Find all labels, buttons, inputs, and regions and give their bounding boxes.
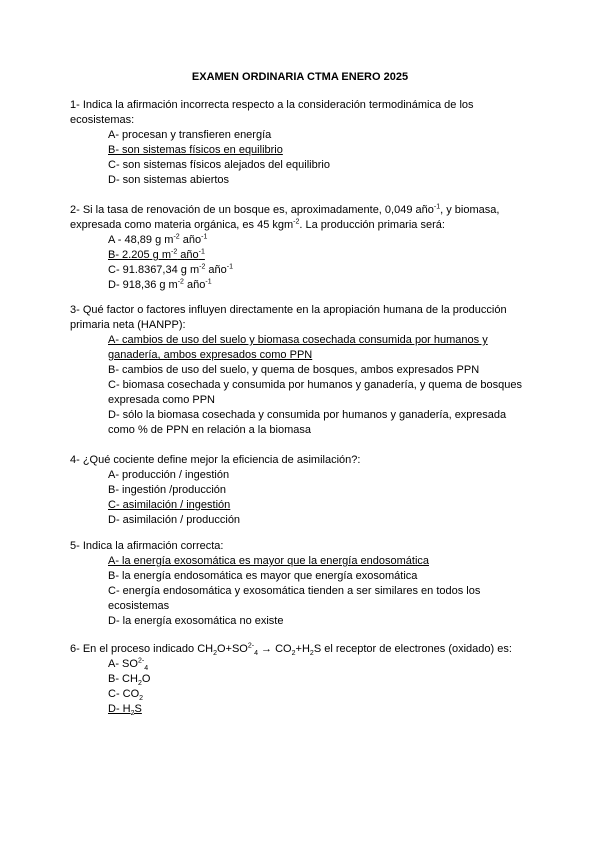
option-b: B- cambios de uso del suelo, y quema de bosques, ambos expresados PPN [108, 364, 480, 376]
option-d: D- son sistemas abiertos [108, 174, 230, 186]
option-a: A- procesan y transfieren energía [108, 129, 272, 141]
option-b-correct: B- son sistemas físicos en equilibrio [108, 144, 283, 156]
question-text: 3- Qué factor o factores influyen directamente en la apropiación humana de la producción primaria neta (HANPP): [70, 304, 507, 331]
question-text: 1- Indica la afirmación incorrecta respecto a la consideración termodinámica de los ecosistemas: [70, 99, 474, 126]
question-text: 6- En el proceso indicado $CH_2O+SO^{2-}_4 \to CO_2+H_2S$ el receptor de electrones (oxidado) es: [70, 642, 512, 658]
option-c: C- $CO_2$ [108, 688, 144, 703]
option-c: C- energía endosomática y exosomática tienden a ser similares en todos los ecosistemas [108, 585, 481, 612]
option-d-correct: D- $H_2S$ [108, 703, 142, 718]
option-d: D- 918,36 g $m^{-2}$ año$^{-1}$ [108, 278, 212, 291]
option-d: D- asimilación / producción [108, 514, 241, 526]
question-1 [70, 98, 535, 188]
option-d: D- sólo la biomasa cosechada y consumida por humanos y ganadería, expresada como % de PPN en relación a la biomasa [108, 409, 507, 436]
option-a: A - 48,89 g $m^{-2}$ año$^{-1}$ [108, 233, 208, 246]
option-c: C- 91.8367,34 g $m^{-2}$ año$^{-1}$ [108, 263, 234, 276]
question-2 [70, 203, 535, 293]
option-b: B- $CH_2O$ [108, 673, 151, 688]
question-text: 5- Indica la afirmación correcta: [70, 540, 224, 552]
option-a: A- $SO^{2-}_4$ [108, 657, 149, 673]
question-text: 4- ¿Qué cociente define mejor la eficiencia de asimilación?: [70, 454, 361, 466]
exam-title: EXAMEN ORDINARIA CTMA ENERO 2025 [191, 71, 409, 83]
question-5 [70, 539, 535, 629]
question-6 [70, 642, 535, 717]
option-c: C- biomasa cosechada y consumida por humanos y ganadería, y quema de bosques expresada como PPN [108, 379, 522, 406]
option-b: B- la energía endosomática es mayor que energía exosomática [108, 570, 418, 582]
option-b: B- ingestión /producción [108, 484, 227, 496]
option-a-correct: A- cambios de uso del suelo y biomasa cosechada consumida por humanos y ganadería, ambos expresados como PPN [108, 334, 488, 361]
option-c: C- son sistemas físicos alejados del equilibrio [108, 159, 330, 171]
question-4 [70, 453, 535, 528]
option-c-correct: C- asimilación / ingestión [108, 499, 231, 511]
option-a: A- producción / ingestión [108, 469, 230, 481]
option-b-correct: B- 2.205 g $m^{-2}$ año$^{-1}$ [108, 248, 205, 261]
question-text: 2- Si la tasa de renovación de un bosque es, aproximadamente, 0,049 año$^{-1}$, y biomasa, expresada como materia orgánica, es 45 kgm$^{-2}$. La producción primaria será: [70, 203, 500, 231]
question-3 [70, 303, 535, 438]
option-d: D- la energía exosomática no existe [108, 615, 284, 627]
option-a-correct: A- la energía exosomática es mayor que la energía endosomática [108, 555, 430, 567]
